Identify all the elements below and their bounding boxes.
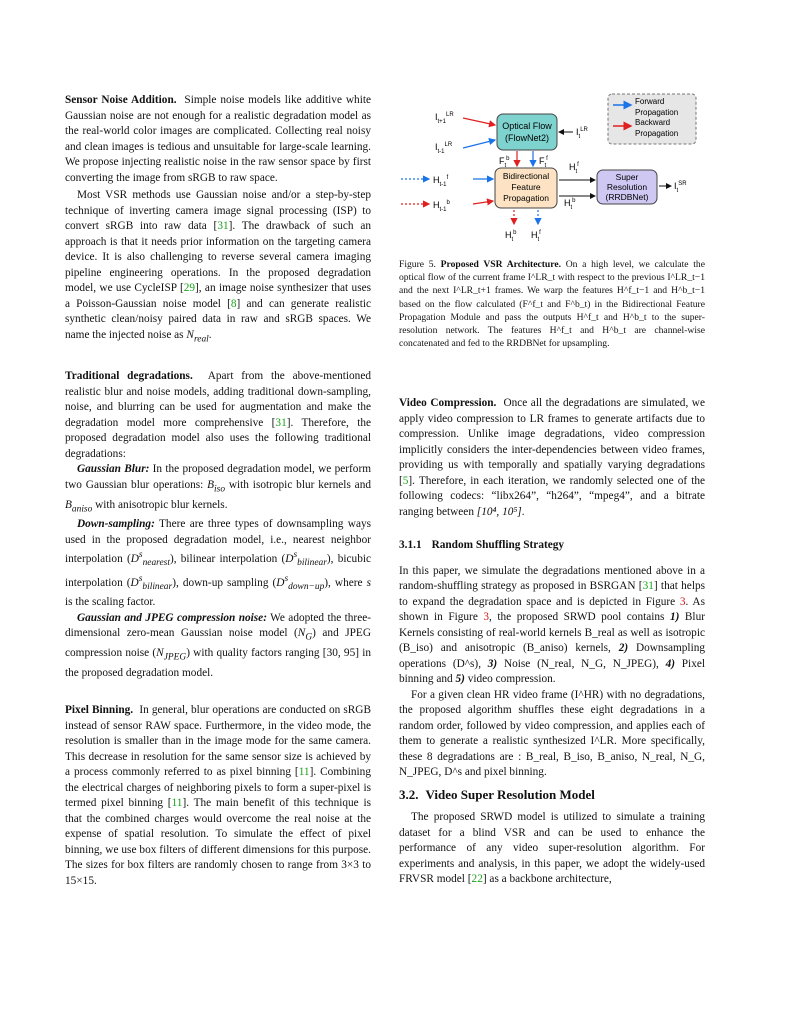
text-run: . xyxy=(208,328,212,341)
hidden-current-forward-top: $H_t^f$ xyxy=(569,162,579,175)
figure-ref-link[interactable]: 3 xyxy=(679,595,686,608)
text-run: Once all the degradations are simulated, we apply video compression to LR frames to generate artifacts due to compression. Unlike image degradations, video compression implicitly considers the inter-dependencies between video frames, providing us with temporally and spatially varying degradations [ xyxy=(399,397,705,487)
legend-forward-label-2: Propagation xyxy=(635,108,679,117)
hidden-current-backward-side: $H_t^b$ xyxy=(564,198,576,211)
math-superscript: s xyxy=(293,550,298,561)
text-run: ), down-up sampling ( xyxy=(172,576,277,589)
gaussian-blur-paragraph xyxy=(65,462,371,517)
video-compression-paragraph xyxy=(399,396,705,520)
section-number: 3.1.1 xyxy=(399,539,422,551)
downsampling-paragraph xyxy=(65,517,371,611)
enum-marker: 4) xyxy=(665,657,676,670)
sensor-noise-title: Sensor Noise Addition. xyxy=(65,94,177,106)
text-run: ] as a backbone architecture, xyxy=(482,873,612,885)
text-run: . xyxy=(521,505,525,518)
citation-link[interactable]: 11 xyxy=(171,797,183,810)
downsampling-title: Down-sampling: xyxy=(77,518,155,531)
hidden-current-backward-bottom: $H_t^b$ xyxy=(505,230,517,243)
shuffling-paragraph-2: For a given clean HR video frame (I^HR) with no degradations, the proposed algorithm shuffles these eight degradations in a random order, followed by video compression, and applies each of them to generate a realistic synthesized I^LR. More specifically, these 8 degradations are : B_real, B_iso, B_aniso, N_real, N_G, N_JPEG, D^s and pixel binning. xyxy=(399,688,705,778)
text-run: ]. The main benefit of this technique is that the combined charges would overcome the real noise at the expense of spatial resolution. To simulate the effect of pixel binning, we use box filters of different dimensions for this purpose. The sizes for box filters are randomly chosen to range from 3×3 to 15×15. xyxy=(65,797,371,887)
math-subscript: down−up xyxy=(288,581,325,592)
vsr-model-paragraph xyxy=(399,810,705,888)
text-run: ]. The drawback of such an approach is that it needs prior information on the targeting camera device. It is also challenging to reverse several camera imaging pipeline engineering operations. In the proposed degradation model, we use CycleISP [ xyxy=(65,220,371,294)
text-run: ]. Therefore, in each iteration, we randomly selected one of the following codecs: “libx264”, “h264”, “mpeg4”, and a bitrate ranging between xyxy=(399,474,705,518)
math-symbol: D xyxy=(276,576,285,589)
text-run: ], an image noise synthesizer that uses a Poisson-Gaussian noise model [ xyxy=(65,282,371,310)
section-title: Random Shuffling Strategy xyxy=(431,539,565,551)
architecture-figure xyxy=(399,88,709,248)
figure-ref-link[interactable]: 3 xyxy=(483,611,490,623)
text-run: There are three types of downsampling ways used in the proposed degradation model, i.e., nearest neighbor interpolation ( xyxy=(65,518,372,566)
math-symbol: B xyxy=(65,498,72,511)
math-symbol: N xyxy=(156,647,164,660)
text-run: In general, blur operations are conducted on sRGB instead of sensor RAW space. Furthermore, in the video mode, the resolution is smaller than in the image mode for the same camera. This decrease in resolution for the same sensor size is achieved by a process commonly referred to as pixel binning [ xyxy=(65,704,371,779)
pixel-binning-paragraph xyxy=(65,703,371,889)
math-subscript: bilinear xyxy=(142,581,173,592)
sr-label-2: Resolution xyxy=(606,182,648,192)
gaussian-blur-title: Gaussian Blur: xyxy=(77,463,150,476)
math-subscript: aniso xyxy=(71,503,93,514)
text-run: ) and JPEG compression noise ( xyxy=(65,627,371,660)
bidir-label-3: Propagation xyxy=(503,193,549,203)
gaussian-jpeg-title: Gaussian and JPEG compression noise: xyxy=(77,611,267,624)
text-run: video compression. xyxy=(464,673,556,685)
input-current-frame: $I_t^{LR}$ xyxy=(576,127,588,140)
text-run: with anisotropic blur kernels. xyxy=(92,498,228,511)
sr-output-frame: $I_t^{SR}$ xyxy=(674,181,687,194)
shuffling-paragraph xyxy=(399,564,705,688)
input-prev-arrow xyxy=(463,140,495,148)
text-run: Pixel binning and xyxy=(399,657,705,685)
text-run: , the proposed SRWD pool contains xyxy=(489,611,670,623)
citation-link[interactable]: 31 xyxy=(642,580,654,592)
text-run: In the proposed degradation model, we perform two Gaussian blur operations: xyxy=(65,463,371,491)
text-run: Most VSR methods use Gaussian noise and/or a step-by-step technique of inverting camera image signal processing (ISP) to convert sRGB into raw data [ xyxy=(65,189,371,232)
text-run: Downsampling operations (D^s), xyxy=(399,642,705,670)
math-superscript: s xyxy=(284,573,289,584)
bitrate-range: [10⁴, 10⁵] xyxy=(476,505,522,518)
sensor-noise-text: Simple noise models like additive white Gaussian noise are not enough for a realistic degradation model as the real-world color images are complicated. Collecting real noisy and clean images is tedious and unsuitable for large-scale learning. We propose injecting realistic noise in the raw sensor space by first converting the image from sRGB to raw space. xyxy=(65,94,371,184)
text-run: ] and can generate realistic synthetic clean/noisy paired data in raw and sRGB spaces. We name the injected noise as xyxy=(65,297,371,341)
citation-link[interactable]: 5 xyxy=(402,474,409,487)
math-symbol: B xyxy=(207,478,215,491)
sensor-noise-paragraph xyxy=(65,93,371,186)
enum-marker: 2) xyxy=(618,642,629,654)
input-next-arrow xyxy=(463,118,495,125)
math-superscript: s xyxy=(138,550,143,561)
optical-flow-box xyxy=(497,114,557,150)
hidden-prev-forward: $H_{t-1}^f$ xyxy=(433,175,449,188)
enum-marker: 3) xyxy=(487,657,498,670)
legend-backward-label-1: Backward xyxy=(635,118,671,127)
text-run: ]. Therefore, the proposed degradation model also uses the following traditional degradations: xyxy=(65,416,371,460)
citation-link[interactable]: 31 xyxy=(217,220,229,232)
legend-backward-label-2: Propagation xyxy=(635,129,679,138)
text-run: ), bicubic interpolation ( xyxy=(65,553,371,589)
left-column xyxy=(65,93,371,889)
math-symbol: s xyxy=(366,576,371,589)
text-run: ]. Combining the electrical charges of neighboring pixels to form a super-pixel is termed pixel binning [ xyxy=(65,766,371,810)
math-subscript: iso xyxy=(214,484,226,494)
citation-link[interactable]: 22 xyxy=(471,873,483,885)
bidir-label-1: Bidirectional xyxy=(502,171,550,181)
math-subscript: G xyxy=(305,632,313,643)
bidir-label-2: Feature xyxy=(511,182,541,192)
enum-marker: 5) xyxy=(455,673,465,685)
text-run: ), where xyxy=(324,576,367,589)
text-run: In this paper, we simulate the degradations mentioned above in a random-shuffling strategy as proposed in BSRGAN [ xyxy=(399,564,705,592)
citation-link[interactable]: 29 xyxy=(183,282,195,294)
legend-forward-label-1: Forward xyxy=(635,97,665,106)
citation-link[interactable]: 31 xyxy=(275,416,287,429)
right-column xyxy=(399,396,705,888)
sr-label-3: (RRDBNet) xyxy=(605,192,649,202)
math-symbol: N xyxy=(297,627,306,640)
input-prev-frame: $I_{t-1}^{LR}$ xyxy=(435,142,453,155)
text-run: We adopted the three-dimensional zero-mean Gaussian noise model ( xyxy=(65,611,371,640)
math-subscript: JPEG xyxy=(163,652,187,663)
optical-flow-label-2: (FlowNet2) xyxy=(504,133,550,143)
figure-label: Figure 5. xyxy=(399,259,436,270)
section-number: 3.2. xyxy=(399,786,419,802)
pixel-binning-title: Pixel Binning. xyxy=(65,704,134,717)
math-symbol: D xyxy=(130,576,139,589)
flow-backward-label: $F_t^b$ xyxy=(499,156,510,169)
citation-link[interactable]: 11 xyxy=(298,766,310,779)
gaussian-jpeg-paragraph xyxy=(65,611,371,682)
sensor-noise-paragraph-2 xyxy=(65,188,371,347)
text-run: . As shown in Figure xyxy=(399,595,705,623)
sr-label-1: Super xyxy=(615,172,639,182)
math-symbol: N xyxy=(186,328,194,341)
text-run: is the scaling factor. xyxy=(65,596,156,609)
math-symbol: D xyxy=(130,553,139,566)
hidden-prev-backward-to-bidir xyxy=(473,201,493,204)
hidden-current-forward-bottom: $H_t^f$ xyxy=(531,230,541,243)
input-next-frame: $I_{t+1}^{LR}$ xyxy=(435,112,454,125)
section-title: Video Super Resolution Model xyxy=(425,786,595,802)
flow-forward-label: $F_t^f$ xyxy=(539,156,548,169)
enum-marker: 1) xyxy=(669,611,680,623)
traditional-paragraph xyxy=(65,369,371,462)
math-subscript: nearest xyxy=(142,558,170,569)
traditional-title: Traditional degradations. xyxy=(65,370,193,383)
text-run: Noise (N_real, N_G, N_JPEG), xyxy=(497,657,666,670)
section-3-2-heading xyxy=(399,787,705,803)
text-run: ] that helps to expand the degradation space and is depicted in Figure xyxy=(399,580,706,608)
figure-caption-text: On a high level, we calculate the optical flow of the current frame I^LR_t with respect to the previous I^LR_t−1 and the next I^LR_t+1 frames. We warp the features H^f_t−1 and H^b_t−1 based on the flow calculated (F^f_t and F^b_t) in the Bidirectional Feature Propagation Module and pass the outputs H^f_t and H^b_t to the super-resolution network. The features H^f_t and H^b_t are channel-wise concatenated and fed to the RRDBNet for upsampling. xyxy=(399,259,705,350)
text-run: with isotropic blur kernels and xyxy=(225,478,371,491)
citation-link[interactable]: 8 xyxy=(230,297,237,310)
math-subscript: real xyxy=(193,333,209,344)
text-run: Apart from the above-mentioned realistic blur and noise models, adding traditional down-sampling, noise, and blurring can be used for augmentation and make the degradation model more comprehensive [ xyxy=(65,370,371,429)
math-subscript: bilinear xyxy=(297,558,327,569)
figure-caption-title: Proposed VSR Architecture. xyxy=(440,259,562,270)
text-run: The proposed SRWD model is utilized to simulate a training dataset for a blind VSR and can be used to enhance the performance of any video super-resolution algorithm. For experiments and analysis, in this paper, we adopt the widely-used FRVSR model [ xyxy=(399,811,705,885)
hidden-prev-backward: $H_{t-1}^b$ xyxy=(433,200,450,213)
architecture-diagram xyxy=(399,88,709,248)
text-run: ) with quality factors ranging [30, 95] in the proposed degradation model. xyxy=(65,647,371,679)
optical-flow-label-1: Optical Flow xyxy=(502,121,552,131)
section-3-1-1-heading xyxy=(399,538,705,554)
math-symbol: D xyxy=(285,553,294,566)
text-run: ), bilinear interpolation ( xyxy=(169,553,286,566)
text-run: Blur Kernels consisting of real-world kernels B_real as well as isotropic (B_iso) and anisotropic (B_aniso) kernels, xyxy=(399,611,705,654)
video-compression-title: Video Compression. xyxy=(399,397,497,409)
math-superscript: s xyxy=(138,573,143,584)
figure-caption xyxy=(399,258,705,350)
